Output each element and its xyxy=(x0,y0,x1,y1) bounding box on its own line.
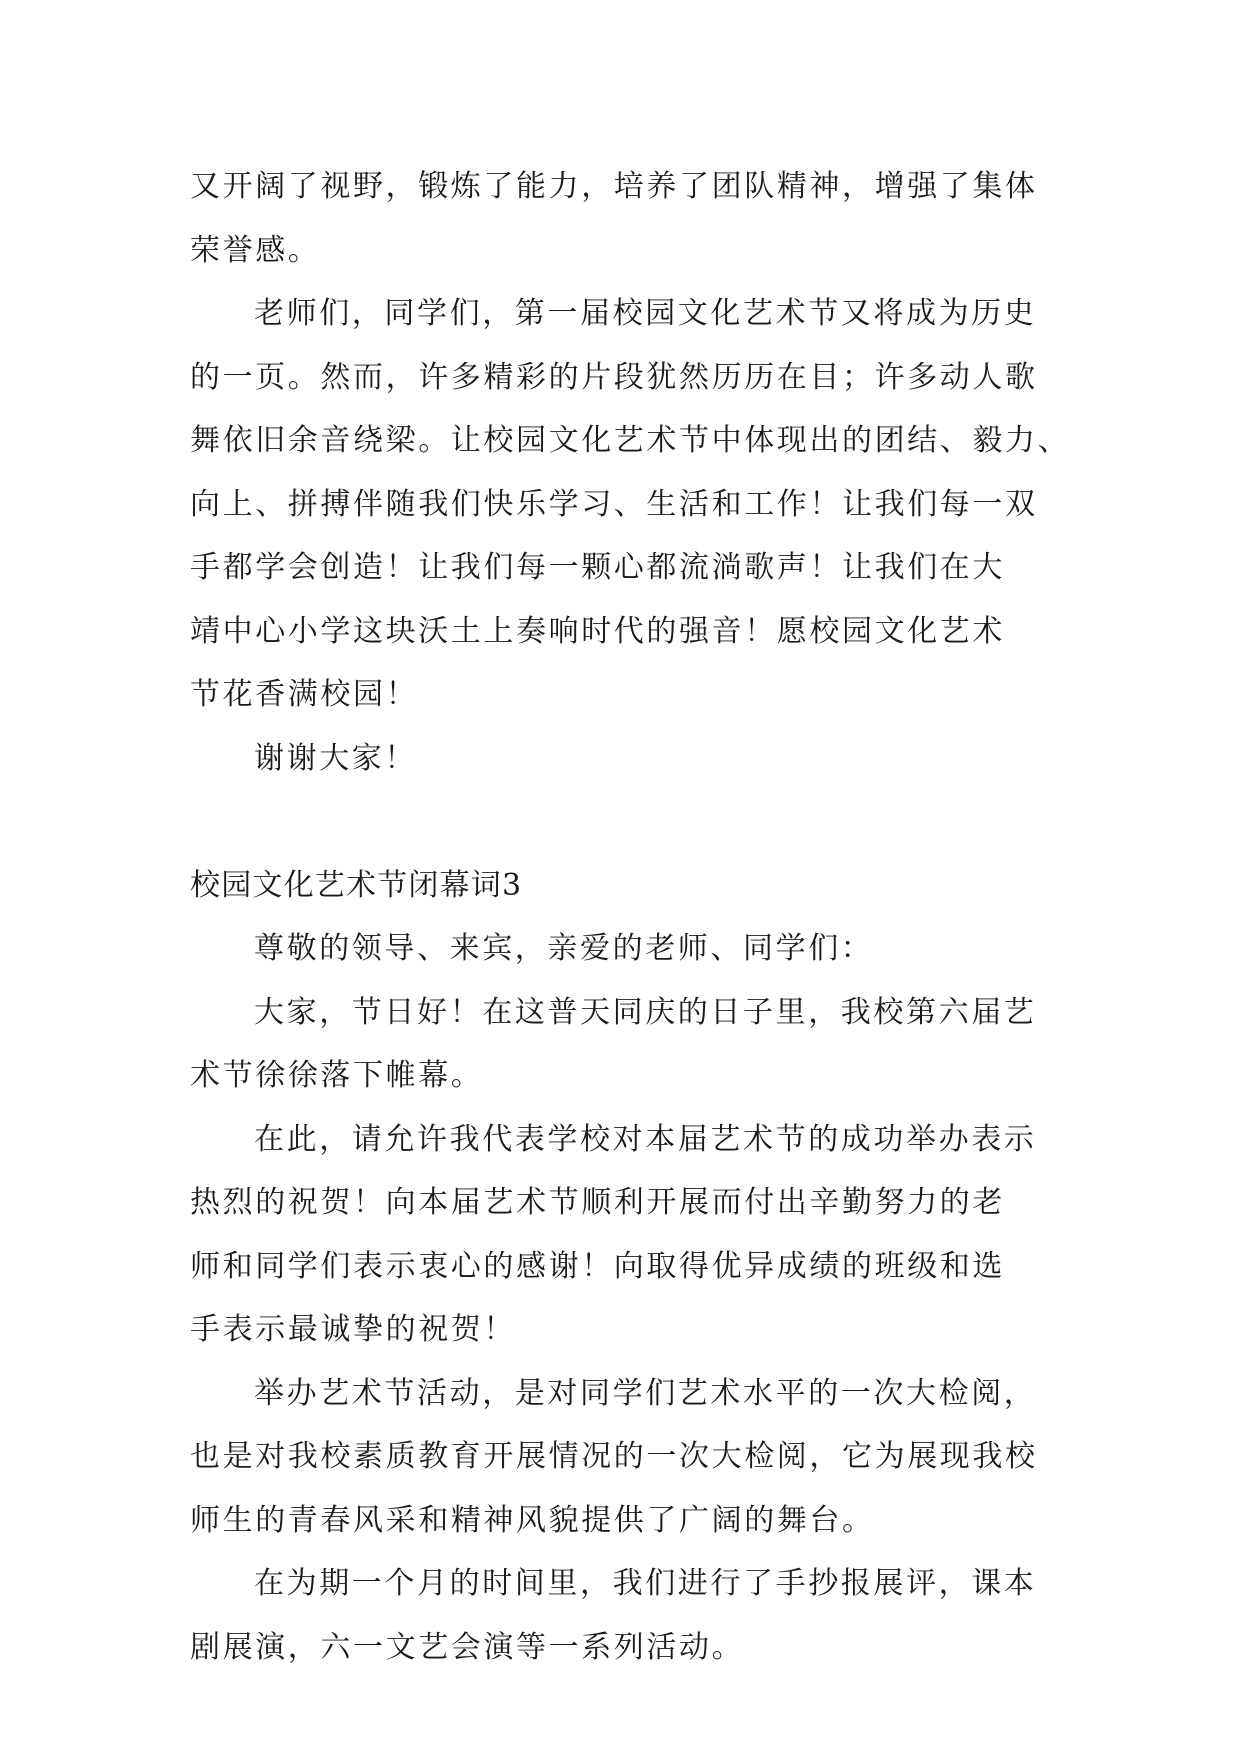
paragraph-start: 大家，节日好！在这普天同庆的日子里，我校第六届艺 xyxy=(254,994,1037,1030)
section-gap xyxy=(190,790,1050,854)
text-line: 节花香满校园！ xyxy=(190,677,419,712)
text-line: 舞依旧余音绕梁。让校园文化艺术节中体现出的团结、毅力、 xyxy=(190,423,1071,458)
paragraph-start: 老师们，同学们，第一届校园文化艺术节又将成为历史 xyxy=(254,296,1037,331)
text-line: 靖中心小学这块沃土上奏响时代的强音！愿校园文化艺术 xyxy=(190,613,1005,649)
salutation: 尊敬的领导、来宾，亲爱的老师、同学们： xyxy=(254,931,874,966)
paragraph-start: 谢谢大家！ xyxy=(254,740,417,776)
text-line: 热烈的祝贺！向本届艺术节顺利开展而付出辛勤努力的老 xyxy=(190,1185,1005,1220)
paragraph-start: 在为期一个月的时间里，我们进行了手抄报展评，课本 xyxy=(254,1566,1037,1601)
paragraph-start: 在此，请允许我代表学校对本届艺术节的成功举办表示 xyxy=(254,1121,1037,1157)
text-line: 的一页。然而，许多精彩的片段犹然历历在目；许多动人歌 xyxy=(190,359,1038,395)
text-line: 也是对我校素质教育开展情况的一次大检阅，它为展现我校 xyxy=(190,1439,1038,1474)
text-line: 师生的青春风采和精神风貌提供了广阔的舞台。 xyxy=(190,1502,875,1538)
text-line: 又开阔了视野，锻炼了能力，培养了团队精神，增强了集体 xyxy=(190,169,1038,204)
text-line: 荣誉感。 xyxy=(190,232,321,268)
text-line: 术节徐徐落下帷幕。 xyxy=(190,1058,484,1093)
document-page xyxy=(190,155,1071,1679)
text-line: 手都学会创造！让我们每一颗心都流淌歌声！让我们在大 xyxy=(190,550,1005,585)
text-line: 向上、拼搏伴随我们快乐学习、生活和工作！让我们每一双 xyxy=(190,486,1038,522)
section-title: 校园文化艺术节闭幕词3 xyxy=(190,867,523,903)
text-line: 手表示最诚挚的祝贺！ xyxy=(190,1312,516,1347)
text-line: 师和同学们表示衷心的感谢！向取得优异成绩的班级和选 xyxy=(190,1248,1005,1284)
text-line: 剧展演，六一文艺会演等一系列活动。 xyxy=(190,1629,745,1665)
paragraph-start: 举办艺术节活动，是对同学们艺术水平的一次大检阅， xyxy=(254,1375,1037,1411)
